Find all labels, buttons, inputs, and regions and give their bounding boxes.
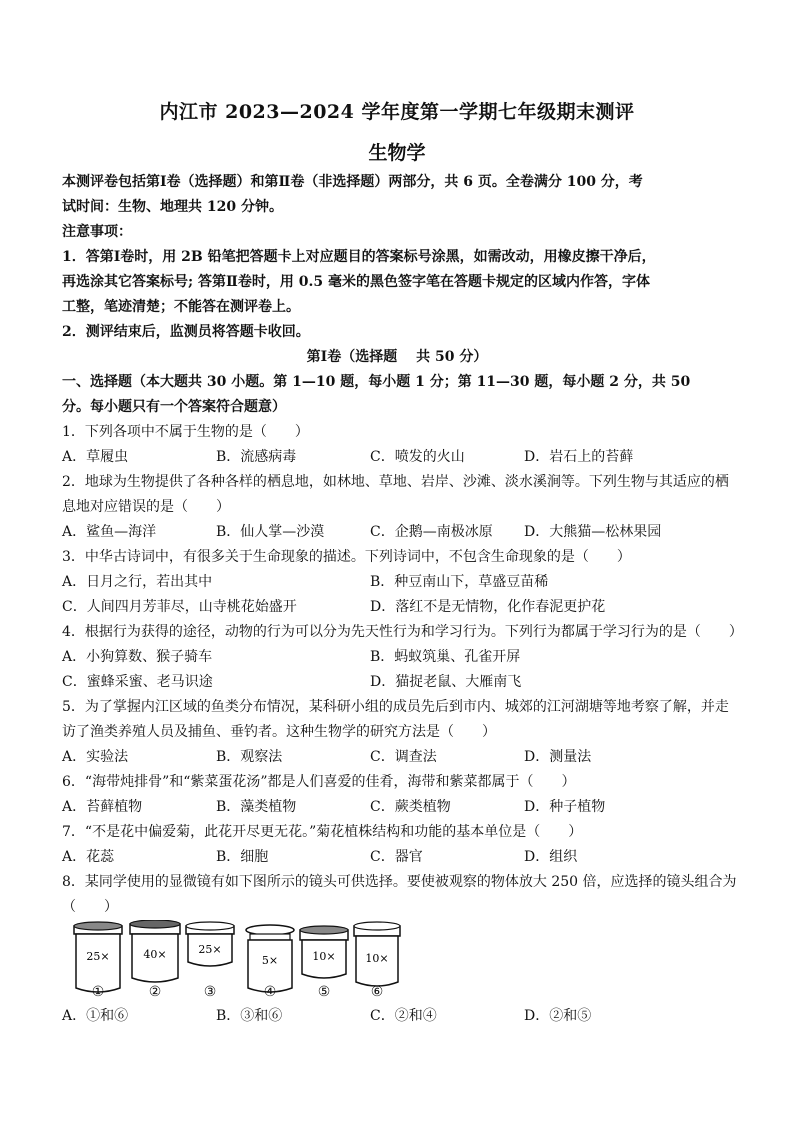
lens-mark: 5× (261, 954, 279, 967)
option-c: C．喷发的火山 (370, 449, 465, 465)
notice-item: 工整，笔迹清楚；不能答在测评卷上。 (62, 299, 300, 315)
notice-item: 1．答第Ⅰ卷时，用 2B 铅笔把答题卡上对应题目的答案标号涂黑，如需改动，用橡皮擦干净后， (62, 249, 656, 265)
option-d: D．组织 (524, 849, 578, 865)
question-stem: 5．为了掌握内江区域的鱼类分布情况，某科研小组的成员先后到市内、城郊的江河湖塘等地考察了解，并走 (62, 699, 729, 715)
option-d: D．②和⑤ (524, 1008, 592, 1024)
option-d: D．岩石上的苔藓 (524, 449, 634, 465)
option-a: A．日月之行，若出其中 (62, 574, 213, 590)
option-c: C．②和④ (370, 1008, 437, 1024)
question-stem: 6．“海带炖排骨”和“紫菜蛋花汤”都是人们喜爱的佳肴，海带和紫菜都属于（ ） (62, 774, 576, 790)
option-b: B．③和⑥ (216, 1008, 283, 1024)
lens-number: ⑥ (370, 984, 384, 1000)
option-c: C．人间四月芳菲尽，山寺桃花始盛开 (62, 599, 297, 615)
microscope-lens-figure (62, 920, 402, 1002)
option-a: A．花蕊 (62, 849, 115, 865)
lens-2 (130, 920, 180, 982)
option-a: A．①和⑥ (62, 1008, 129, 1024)
section-instructions: 一、选择题（本大题共 30 小题。第 1—10 题，每小题 1 分；第 11—30 题，每小题 2 分，共 50 (62, 374, 691, 390)
option-a: A．实验法 (62, 749, 129, 765)
part-heading: 第Ⅰ卷（选择题 共 50 分） (306, 349, 488, 365)
lens-mark: 25× (198, 943, 222, 956)
option-b: B．藻类植物 (216, 799, 297, 815)
lens-number: ② (148, 984, 162, 1000)
question-stem: 4．根据行为获得的途径，动物的行为可以分为先天性行为和学习行为。下列行为都属于学习行为的是（ ） (62, 624, 743, 640)
option-b: B．观察法 (216, 749, 283, 765)
question-stem: 2．地球为生物提供了各种各样的栖息地，如林地、草地、岩岸、沙滩、淡水溪涧等。下列生物与其适应的栖 (62, 474, 729, 490)
lens-number: ③ (203, 984, 217, 1000)
lens-1 (74, 922, 122, 992)
option-b: B．蚂蚁筑巢、孔雀开屏 (370, 649, 521, 665)
option-b: B．流感病毒 (216, 449, 297, 465)
question-stem: 1．下列各项中不属于生物的是（ ） (62, 424, 309, 440)
intro-line: 试时间：生物、地理共 120 分钟。 (62, 199, 283, 215)
section-instructions: 分。每小题只有一个答案符合题意） (62, 399, 286, 415)
option-c: C．器官 (370, 849, 423, 865)
option-b: B．细胞 (216, 849, 269, 865)
option-c: C．调查法 (370, 749, 437, 765)
option-b: B．仙人掌—沙漠 (216, 524, 325, 540)
question-stem: 息地对应错误的是（ ） (62, 499, 230, 515)
lens-3 (186, 922, 234, 966)
lens-mark: 25× (86, 950, 110, 963)
lens-mark: 40× (143, 948, 167, 961)
notice-item: 2．测评结束后，监测员将答题卡收回。 (62, 324, 310, 340)
lens-number: ⑤ (317, 984, 331, 1000)
option-a: A．鲨鱼—海洋 (62, 524, 157, 540)
question-stem: （ ） (62, 899, 118, 915)
notice-item: 再选涂其它答案标号; 答第Ⅱ卷时，用 0.5 毫米的黑色签字笔在答题卡规定的区域内作答，字体 (62, 274, 650, 290)
question-stem: 7．“不是花中偏爱菊，此花开尽更无花。”菊花植株结构和功能的基本单位是（ ） (62, 824, 583, 840)
option-d: D．落红不是无情物，化作春泥更护花 (370, 599, 606, 615)
lens-mark: 10× (312, 950, 336, 963)
option-b: B．种豆南山下，草盛豆苗稀 (370, 574, 549, 590)
option-c: C．企鹅—南极冰原 (370, 524, 493, 540)
question-stem: 8．某同学使用的显微镜有如下图所示的镜头可供选择。要使被观察的物体放大 250 倍，应选择的镜头组合为 (62, 874, 737, 890)
option-d: D．猫捉老鼠、大雁南飞 (370, 674, 522, 690)
option-d: D．种子植物 (524, 799, 606, 815)
lens-6 (354, 922, 400, 986)
option-d: D．大熊猫—松林果园 (524, 524, 662, 540)
option-c: C．蕨类植物 (370, 799, 451, 815)
question-stem: 3．中华古诗词中，有很多关于生命现象的描述。下列诗词中，不包含生命现象的是（ ） (62, 549, 631, 565)
option-a: A．苔藓植物 (62, 799, 143, 815)
option-a: A．小狗算数、猴子骑车 (62, 649, 213, 665)
lens-mark: 10× (365, 952, 389, 965)
lens-number: ④ (263, 984, 277, 1000)
question-stem: 访了渔类养殖人员及捕鱼、垂钓者。这种生物学的研究方法是（ ） (62, 724, 496, 740)
intro-line: 本测评卷包括第Ⅰ卷（选择题）和第Ⅱ卷（非选择题）两部分，共 6 页。全卷满分 100 分，考 (62, 174, 643, 190)
lens-5 (300, 926, 348, 978)
lens-4 (246, 925, 294, 992)
option-d: D．测量法 (524, 749, 592, 765)
page-subtitle: 生物学 (368, 142, 426, 164)
option-a: A．草履虫 (62, 449, 129, 465)
page-title: 内江市 2023—2024 学年度第一学期七年级期末测评 (159, 101, 635, 123)
lens-number: ① (91, 984, 105, 1000)
notice-heading: 注意事项： (62, 224, 132, 240)
option-c: C．蜜蜂采蜜、老马识途 (62, 674, 213, 690)
